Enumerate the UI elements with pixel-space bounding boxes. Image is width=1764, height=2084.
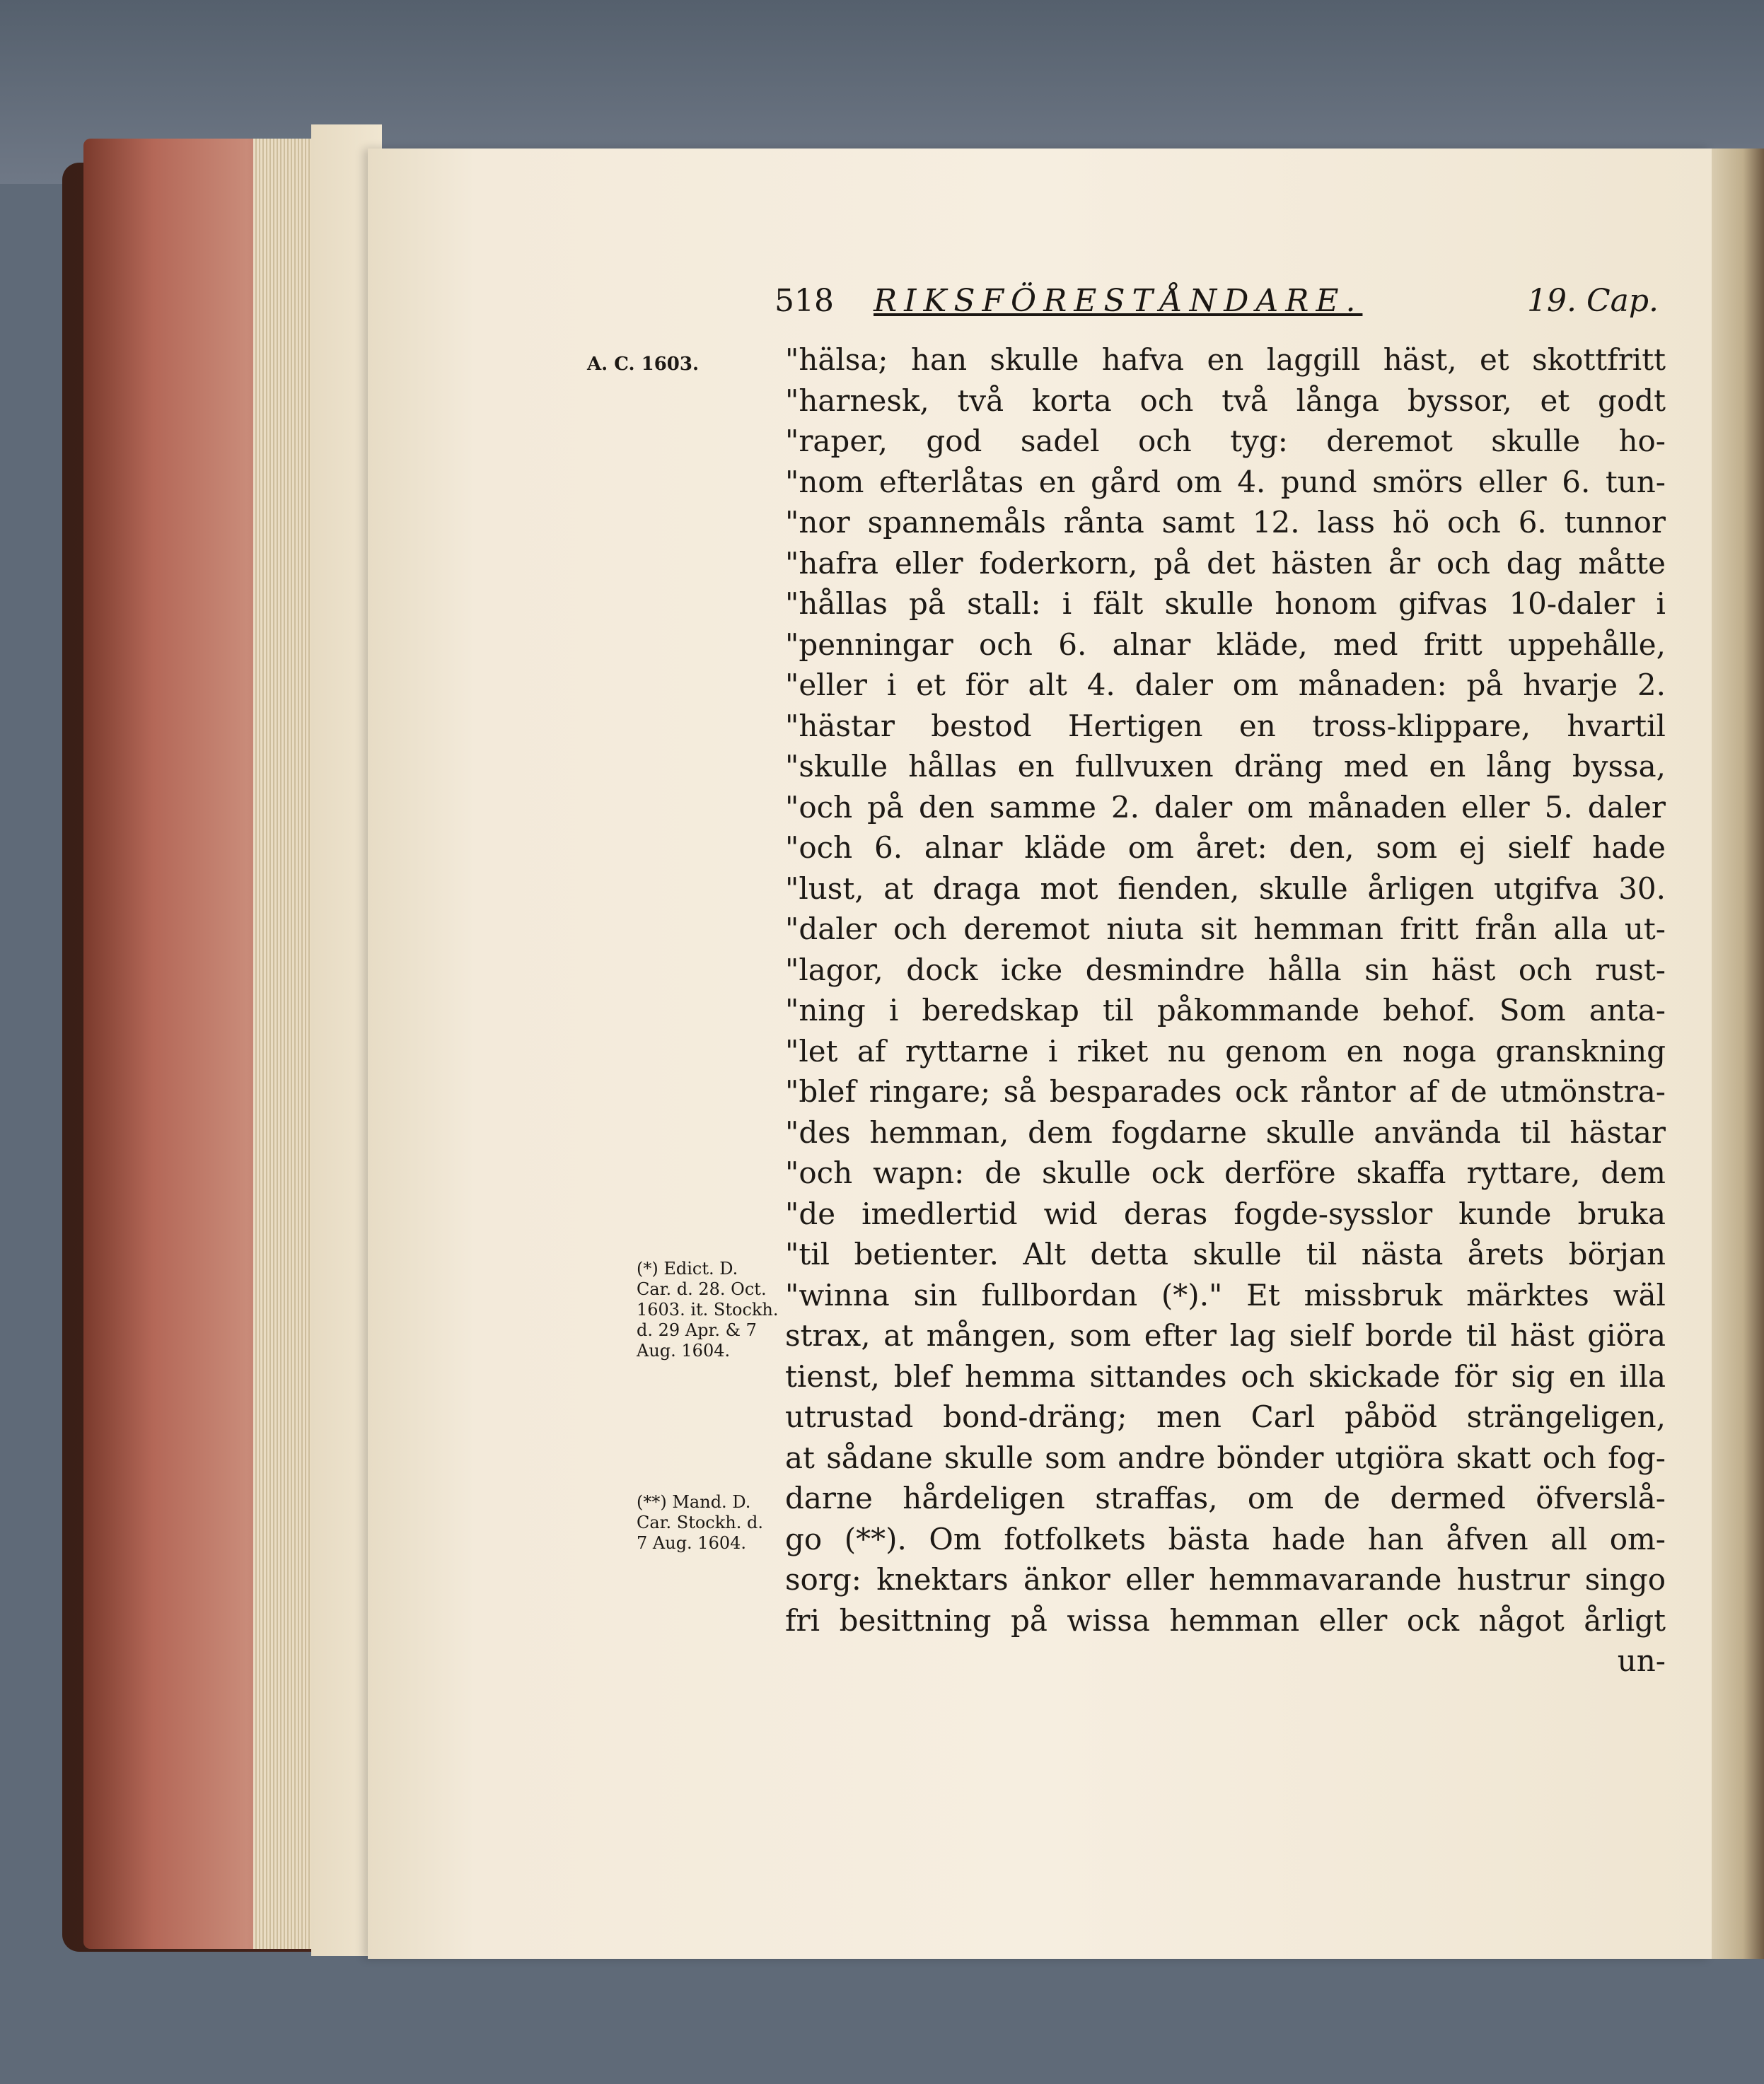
text-line: "winna sin fullbordan (*)." Et missbruk märktes wäl bbox=[785, 1277, 1666, 1312]
facing-page-edge bbox=[1712, 149, 1764, 1959]
text-line: "raper, god sadel och tyg: deremot skulle ho- bbox=[785, 424, 1666, 458]
text-line: "nom efterlåtas en gård om 4. pund smörs eller 6. tun- bbox=[785, 464, 1666, 499]
page-header bbox=[774, 283, 1659, 332]
text-line: "let af ryttarne i riket nu genom en noga granskning bbox=[785, 1033, 1666, 1069]
text-line: "harnesk, två korta och två långa byssor, et godt bbox=[785, 383, 1666, 418]
text-line: at sådane skulle som andre bönder utgiöra skatt och fog- bbox=[785, 1440, 1666, 1475]
page-edges bbox=[83, 139, 317, 1949]
text-line: "hälsa; han skulle hafva en laggill häst, et skottfritt bbox=[785, 342, 1666, 377]
text-line: "nor spannemåls rånta samt 12. lass hö och 6. tunnor bbox=[785, 505, 1666, 540]
text-line: "blef ringare; så besparades ock råntor af de utmönstra- bbox=[785, 1074, 1666, 1109]
text-line: darne hårdeligen straffas, om de dermed öfverslå- bbox=[785, 1481, 1666, 1515]
text-line: "des hemman, dem fogdarne skulle använda til hästar bbox=[785, 1114, 1666, 1150]
text-line: "eller i et för alt 4. daler om månaden: på hvarje 2. bbox=[785, 668, 1666, 702]
text-line: "hästar bestod Hertigen en tross-klippare, hvartil bbox=[785, 708, 1666, 743]
text-line: "hållas på stall: i fält skulle honom gifvas 10-daler i bbox=[785, 586, 1666, 621]
text-line: "lust, at draga mot fienden, skulle årligen utgifva 30. bbox=[785, 871, 1666, 906]
text-line: tienst, blef hemma sittandes och skickade för sig en illa bbox=[785, 1358, 1666, 1394]
text-line: "lagor, dock icke desmindre hålla sin häst och rust- bbox=[785, 952, 1666, 987]
footnote-2: (**) Mand. D. Car. Stockh. d. 7 Aug. 1604. bbox=[637, 1492, 763, 1553]
text-line: "daler och deremot niuta sit hemman fritt från alla ut- bbox=[785, 912, 1666, 946]
text-line: sorg: knektars änkor eller hemmavarande hustrur singo bbox=[785, 1562, 1666, 1597]
footnote-1: (*) Edict. D. Car. d. 28. Oct. 1603. it. Stockh. d. 29 Apr. & 7 Aug. 1604. bbox=[637, 1259, 779, 1361]
text-line: "til betienter. Alt detta skulle til nästa årets början bbox=[785, 1237, 1666, 1271]
page-number: 518 bbox=[774, 283, 834, 319]
body-text bbox=[785, 339, 1666, 1682]
text-line: "penningar och 6. alnar kläde, med fritt uppehålle, bbox=[785, 627, 1666, 662]
text-line: utrustad bond-dräng; men Carl påböd strängeligen, bbox=[785, 1399, 1666, 1434]
text-line: "och 6. alnar kläde om året: den, som ej sielf hade bbox=[785, 830, 1666, 865]
text-line-catchword: un- bbox=[1617, 1643, 1666, 1678]
text-line: go (**). Om fotfolkets bästa hade han åfven all om- bbox=[785, 1521, 1666, 1556]
text-line: "de imedlertid wid deras fogde-sysslor kunde bruka bbox=[785, 1196, 1666, 1231]
text-line: fri besittning på wissa hemman eller ock något årligt bbox=[785, 1602, 1666, 1638]
text-line: "skulle hållas en fullvuxen dräng med en lång byssa, bbox=[785, 749, 1666, 784]
text-line: "hafra eller foderkorn, på det hästen år och dag måtte bbox=[785, 545, 1666, 581]
margin-year: A. C. 1603. bbox=[587, 354, 700, 375]
text-line: "och på den samme 2. daler om månaden eller 5. daler bbox=[785, 789, 1666, 825]
chapter-label: 19. Cap. bbox=[1526, 283, 1659, 319]
text-line: "och wapn: de skulle ock derföre skaffa ryttare, dem bbox=[785, 1155, 1666, 1190]
text-line: strax, at mången, som efter lag sielf borde til häst giöra bbox=[785, 1318, 1666, 1353]
running-title: RIKSFÖRESTÅNDARE. bbox=[874, 283, 1363, 319]
text-line: "ning i beredskap til påkommande behof. Som anta- bbox=[785, 993, 1666, 1028]
